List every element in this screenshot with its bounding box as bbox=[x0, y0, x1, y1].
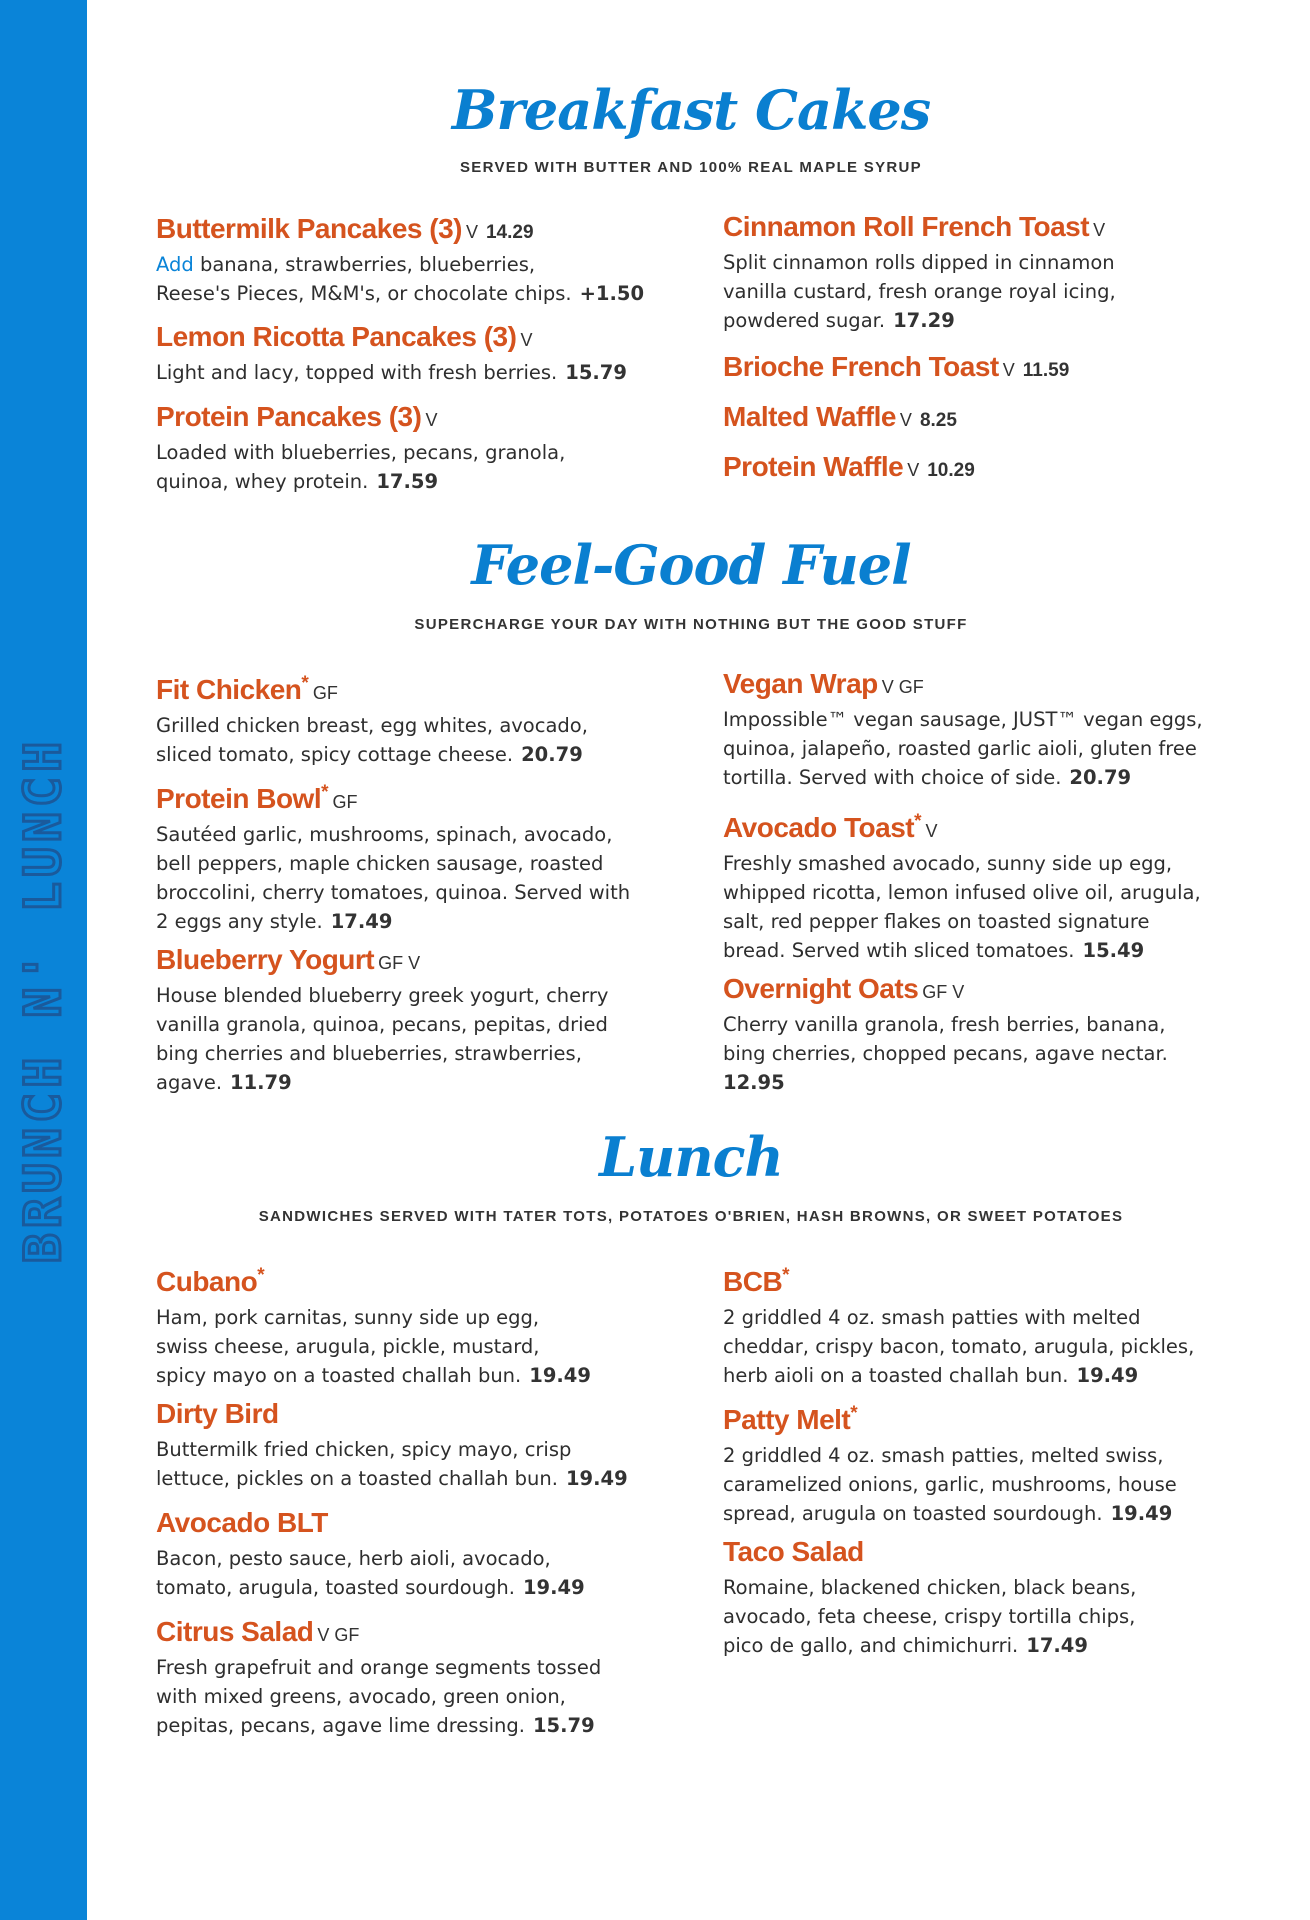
menu-item bbox=[156, 943, 676, 1097]
description-text: quinoa, jalapeño, roasted garlic aioli, gluten free bbox=[723, 737, 1197, 760]
description-line bbox=[723, 1010, 1283, 1039]
menu-item-description bbox=[723, 849, 1283, 965]
menu-item bbox=[723, 667, 1283, 792]
menu-item-description bbox=[723, 1573, 1283, 1660]
description-text: with mixed greens, avocado, green onion, bbox=[156, 1685, 566, 1708]
menu-item bbox=[723, 400, 1283, 438]
description-line bbox=[723, 1602, 1283, 1631]
description-line bbox=[156, 358, 676, 387]
menu-item-name: Cubano bbox=[156, 1266, 258, 1297]
diet-tags: V bbox=[465, 222, 478, 242]
description-text: bing cherries, chopped pecans, agave nectar. bbox=[723, 1042, 1168, 1065]
description-text: bell peppers, maple chicken sausage, roasted bbox=[156, 852, 604, 875]
description-line bbox=[723, 734, 1283, 763]
menu-item-header bbox=[156, 943, 676, 981]
description-text: vanilla granola, quinoa, pecans, pepitas, dried bbox=[156, 1013, 608, 1036]
description-text: Light and lacy, topped with fresh berries. bbox=[156, 361, 558, 384]
menu-item-header bbox=[156, 400, 676, 438]
menu-item-description bbox=[156, 1653, 676, 1740]
description-line bbox=[156, 1068, 676, 1097]
description-text: quinoa, whey protein. bbox=[156, 470, 369, 493]
diet-tags: GF bbox=[312, 683, 338, 703]
menu-item-description bbox=[156, 711, 676, 769]
menu-item-price: 17.49 bbox=[1026, 1634, 1088, 1657]
description-text: 2 griddled 4 oz. smash patties with melted bbox=[723, 1306, 1141, 1329]
diet-tags: V GF bbox=[317, 1625, 360, 1645]
menu-item-price: 15.79 bbox=[532, 1714, 595, 1737]
description-line bbox=[156, 1464, 676, 1493]
description-text: Reese's Pieces, M&M's, or chocolate chips. bbox=[156, 282, 572, 305]
menu-item-price: 19.49 bbox=[1110, 1502, 1173, 1525]
menu-item-description bbox=[723, 1441, 1283, 1528]
menu-item-header bbox=[723, 210, 1283, 248]
menu-item-price: 17.59 bbox=[376, 470, 439, 493]
description-line bbox=[723, 1068, 1283, 1097]
menu-item bbox=[156, 212, 676, 308]
diet-tags: V bbox=[907, 460, 920, 480]
description-text: broccolini, cherry tomatoes, quinoa. Served with bbox=[156, 881, 631, 904]
description-text: Split cinnamon rolls dipped in cinnamon bbox=[723, 251, 1115, 274]
description-line bbox=[156, 1039, 676, 1068]
description-text: bing cherries and blueberries, strawberries, bbox=[156, 1042, 582, 1065]
menu-item-name: Taco Salad bbox=[723, 1536, 864, 1567]
menu-item-description bbox=[156, 250, 676, 308]
description-text: cheddar, crispy bacon, tomato, arugula, pickles, bbox=[723, 1335, 1195, 1358]
description-line bbox=[156, 1544, 676, 1573]
menu-item-description bbox=[723, 705, 1283, 792]
description-line bbox=[156, 907, 676, 936]
menu-item-header bbox=[723, 350, 1283, 388]
description-text: spread, arugula on toasted sourdough. bbox=[723, 1502, 1103, 1525]
menu-item-header bbox=[156, 320, 676, 358]
description-text: caramelized onions, garlic, mushrooms, house bbox=[723, 1473, 1177, 1496]
description-line bbox=[156, 1010, 676, 1039]
menu-item-name: Fit Chicken bbox=[156, 674, 302, 705]
description-line bbox=[723, 1039, 1283, 1068]
menu-item-price: 11.59 bbox=[1022, 360, 1070, 381]
menu-item-name: BCB bbox=[723, 1266, 783, 1297]
description-line bbox=[723, 1470, 1283, 1499]
menu-item bbox=[723, 1535, 1283, 1660]
description-text: pepitas, pecans, agave lime dressing. bbox=[156, 1714, 525, 1737]
section-subtitle-breakfast-cakes: SERVED WITH BUTTER AND 100% REAL MAPLE SYRUP bbox=[460, 159, 922, 176]
description-line bbox=[156, 1653, 676, 1682]
menu-item-price: 19.49 bbox=[529, 1364, 591, 1387]
menu-item-price: 17.29 bbox=[893, 309, 955, 332]
menu-item-header bbox=[723, 667, 1283, 705]
diet-tags: V bbox=[520, 330, 533, 350]
description-line bbox=[156, 740, 676, 769]
description-text: lettuce, pickles on a toasted challah bun. bbox=[156, 1467, 558, 1490]
menu-item bbox=[156, 320, 676, 387]
side-label: BRUNCH N' LUNCH bbox=[14, 736, 72, 1264]
menu-item-price: 15.49 bbox=[1082, 939, 1145, 962]
description-text: Loaded with blueberries, pecans, granola, bbox=[156, 441, 566, 464]
description-text: pico de gallo, and chimichurri. bbox=[723, 1634, 1019, 1657]
description-text: whipped ricotta, lemon infused olive oil, arugula, bbox=[723, 881, 1201, 904]
menu-item-header bbox=[723, 1535, 1283, 1573]
description-line bbox=[156, 878, 676, 907]
menu-item-name: Patty Melt bbox=[723, 1404, 851, 1435]
menu-item-header bbox=[156, 1615, 676, 1653]
diet-tags: V bbox=[1093, 220, 1106, 240]
description-text: tomato, arugula, toasted sourdough. bbox=[156, 1576, 515, 1599]
menu-item-description bbox=[723, 1303, 1283, 1390]
menu-item bbox=[723, 972, 1283, 1097]
menu-item-description bbox=[723, 1010, 1283, 1097]
menu-item-price: 20.79 bbox=[521, 743, 583, 766]
menu-item bbox=[723, 450, 1283, 488]
menu-item-name: Buttermilk Pancakes (3) bbox=[156, 213, 462, 244]
description-text: Freshly smashed avocado, sunny side up egg, bbox=[723, 852, 1173, 875]
menu-item-description bbox=[156, 820, 676, 936]
menu-item-header bbox=[156, 1506, 676, 1544]
menu-item-description bbox=[156, 981, 676, 1097]
description-line bbox=[723, 1361, 1283, 1390]
menu-item-name: Overnight Oats bbox=[723, 973, 919, 1004]
asterisk-mark: * bbox=[850, 1403, 858, 1424]
description-line bbox=[156, 1435, 676, 1464]
description-text: Buttermilk fried chicken, spicy mayo, crisp bbox=[156, 1438, 572, 1461]
menu-item-name: Protein Bowl bbox=[156, 783, 322, 814]
menu-item-description bbox=[156, 438, 676, 496]
menu-item-price: 19.49 bbox=[1076, 1364, 1139, 1387]
description-line bbox=[156, 467, 676, 496]
menu-item-name: Malted Waffle bbox=[723, 401, 896, 432]
description-text: salt, red pepper flakes on toasted signature bbox=[723, 910, 1150, 933]
description-text: bread. Served wtih sliced tomatoes. bbox=[723, 939, 1075, 962]
section-title-breakfast-cakes: Breakfast Cakes bbox=[451, 78, 931, 142]
menu-item bbox=[723, 805, 1283, 965]
description-text: House blended blueberry greek yogurt, cherry bbox=[156, 984, 609, 1007]
menu-item bbox=[156, 667, 676, 769]
description-text: powdered sugar. bbox=[723, 309, 886, 332]
description-text: Impossible™ vegan sausage, JUST™ vegan eggs, bbox=[723, 708, 1203, 731]
menu-item-name: Cinnamon Roll French Toast bbox=[723, 211, 1090, 242]
description-line bbox=[723, 1573, 1283, 1602]
menu-item-name: Vegan Wrap bbox=[723, 668, 878, 699]
menu-item-price: 20.79 bbox=[1069, 766, 1132, 789]
description-line bbox=[723, 705, 1283, 734]
menu-item bbox=[723, 1397, 1283, 1528]
menu-item-price: 19.49 bbox=[522, 1576, 585, 1599]
description-line bbox=[723, 763, 1283, 792]
menu-item-name: Protein Pancakes (3) bbox=[156, 401, 422, 432]
add-on-label: Add bbox=[156, 253, 194, 276]
menu-item bbox=[723, 210, 1283, 335]
description-line bbox=[156, 1711, 676, 1740]
description-line bbox=[156, 1682, 676, 1711]
description-text: Sautéed garlic, mushrooms, spinach, avocado, bbox=[156, 823, 613, 846]
menu-item-header bbox=[156, 212, 676, 250]
description-line bbox=[156, 438, 676, 467]
menu-item-header bbox=[723, 805, 1283, 849]
description-line bbox=[723, 936, 1283, 965]
menu-item-header bbox=[156, 667, 676, 711]
asterisk-mark: * bbox=[782, 1265, 790, 1286]
section-subtitle-lunch: SANDWICHES SERVED WITH TATER TOTS, POTATOES O'BRIEN, HASH BROWNS, OR SWEET POTATOES bbox=[258, 1208, 1124, 1225]
menu-item bbox=[156, 1397, 676, 1493]
menu-item-header bbox=[723, 972, 1283, 1010]
diet-tags: V GF bbox=[881, 677, 924, 697]
description-line bbox=[156, 1332, 676, 1361]
description-text: agave. bbox=[156, 1071, 223, 1094]
menu-item-description bbox=[156, 358, 676, 387]
menu-item-description bbox=[723, 248, 1283, 335]
menu-item-price: +1.50 bbox=[579, 282, 645, 305]
menu-item-description bbox=[156, 1544, 676, 1602]
menu-item bbox=[156, 1615, 676, 1740]
menu-item bbox=[156, 1506, 676, 1602]
menu-item-header bbox=[156, 1397, 676, 1435]
menu-item-name: Brioche French Toast bbox=[723, 351, 999, 382]
description-text: Cherry vanilla granola, fresh berries, banana, bbox=[723, 1013, 1166, 1036]
diet-tags: V bbox=[1002, 360, 1015, 380]
description-line bbox=[723, 907, 1283, 936]
menu-item-price: 17.49 bbox=[330, 910, 393, 933]
description-line bbox=[156, 279, 676, 308]
description-line bbox=[723, 1631, 1283, 1660]
description-line bbox=[156, 1303, 676, 1332]
menu-item-name: Protein Waffle bbox=[723, 451, 904, 482]
menu-item-description bbox=[156, 1303, 676, 1390]
description-text: Fresh grapefruit and orange segments tossed bbox=[156, 1656, 602, 1679]
description-line bbox=[156, 711, 676, 740]
menu-item-price: 15.79 bbox=[565, 361, 627, 384]
diet-tags: GF V bbox=[378, 953, 421, 973]
description-line bbox=[723, 1441, 1283, 1470]
description-text: banana, strawberries, blueberries, bbox=[199, 253, 536, 276]
description-text: herb aioli on a toasted challah bun. bbox=[723, 1364, 1069, 1387]
description-text: Bacon, pesto sauce, herb aioli, avocado, bbox=[156, 1547, 551, 1570]
menu-item bbox=[156, 400, 676, 496]
asterisk-mark: * bbox=[321, 782, 329, 803]
description-line bbox=[723, 878, 1283, 907]
description-line bbox=[723, 1332, 1283, 1361]
description-line bbox=[723, 248, 1283, 277]
asterisk-mark: * bbox=[301, 673, 309, 694]
description-text: avocado, feta cheese, crispy tortilla chips, bbox=[723, 1605, 1136, 1628]
menu-item-price: 14.29 bbox=[485, 222, 534, 243]
menu-item-price: 12.95 bbox=[723, 1071, 785, 1094]
description-text: Romaine, blackened chicken, black beans, bbox=[723, 1576, 1137, 1599]
description-text: Grilled chicken breast, egg whites, avocado, bbox=[156, 714, 588, 737]
description-line bbox=[723, 849, 1283, 878]
menu-item-header bbox=[723, 1259, 1283, 1303]
menu-item-header bbox=[723, 1397, 1283, 1441]
menu-item-price: 8.25 bbox=[919, 410, 957, 431]
section-subtitle-feel-good-fuel: SUPERCHARGE YOUR DAY WITH NOTHING BUT THE GOOD STUFF bbox=[414, 616, 968, 633]
menu-item-price: 11.79 bbox=[230, 1071, 292, 1094]
description-text: 2 griddled 4 oz. smash patties, melted swiss, bbox=[723, 1444, 1164, 1467]
menu-item bbox=[156, 1259, 676, 1390]
description-line bbox=[156, 250, 676, 279]
description-text: vanilla custard, fresh orange royal icing, bbox=[723, 280, 1116, 303]
description-text: tortilla. Served with choice of side. bbox=[723, 766, 1062, 789]
description-line bbox=[156, 820, 676, 849]
description-line bbox=[156, 981, 676, 1010]
diet-tags: V bbox=[925, 821, 938, 841]
menu-item-name: Blueberry Yogurt bbox=[156, 944, 375, 975]
description-line bbox=[723, 1303, 1283, 1332]
menu-item-price: 10.29 bbox=[927, 460, 975, 481]
description-text: spicy mayo on a toasted challah bun. bbox=[156, 1364, 522, 1387]
section-title-lunch: Lunch bbox=[599, 1125, 783, 1189]
diet-tags: V bbox=[899, 410, 912, 430]
asterisk-mark: * bbox=[914, 811, 922, 832]
menu-item-description bbox=[156, 1435, 676, 1493]
description-line bbox=[156, 849, 676, 878]
diet-tags: GF V bbox=[922, 982, 965, 1002]
menu-item-header bbox=[156, 776, 676, 820]
menu-item-name: Dirty Bird bbox=[156, 1398, 279, 1429]
description-text: swiss cheese, arugula, pickle, mustard, bbox=[156, 1335, 540, 1358]
description-text: Ham, pork carnitas, sunny side up egg, bbox=[156, 1306, 540, 1329]
menu-item bbox=[723, 350, 1283, 388]
diet-tags: GF bbox=[332, 792, 358, 812]
description-line bbox=[723, 277, 1283, 306]
menu-item bbox=[156, 776, 676, 936]
menu-item-header bbox=[723, 450, 1283, 488]
menu-item-name: Citrus Salad bbox=[156, 1616, 314, 1647]
menu-item-name: Lemon Ricotta Pancakes (3) bbox=[156, 321, 517, 352]
section-title-feel-good-fuel: Feel-Good Fuel bbox=[471, 533, 911, 597]
menu-item-header bbox=[723, 400, 1283, 438]
description-line bbox=[723, 306, 1283, 335]
menu-item-header bbox=[156, 1259, 676, 1303]
description-text: 2 eggs any style. bbox=[156, 910, 323, 933]
menu-item-name: Avocado BLT bbox=[156, 1507, 328, 1538]
menu-item bbox=[723, 1259, 1283, 1390]
description-line bbox=[723, 1499, 1283, 1528]
description-line bbox=[156, 1361, 676, 1390]
menu-item-name: Avocado Toast bbox=[723, 812, 915, 843]
menu-item-price: 19.49 bbox=[565, 1467, 628, 1490]
asterisk-mark: * bbox=[257, 1265, 265, 1286]
diet-tags: V bbox=[425, 410, 438, 430]
description-line bbox=[156, 1573, 676, 1602]
description-text: sliced tomato, spicy cottage cheese. bbox=[156, 743, 514, 766]
